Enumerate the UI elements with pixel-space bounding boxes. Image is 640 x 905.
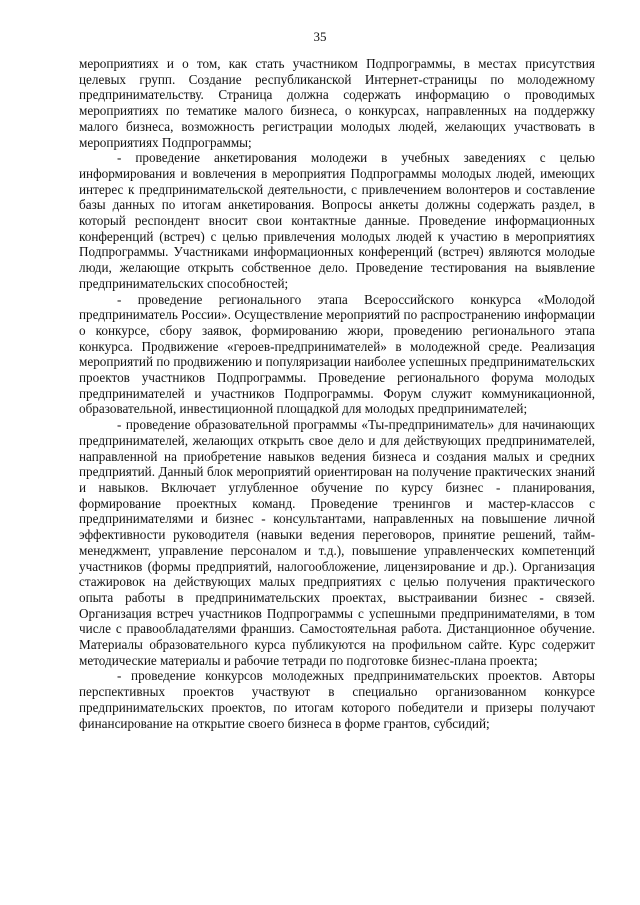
paragraph-project-contests: - проведение конкурсов молодежных предпринимательских проектов. Авторы перспективных проектов участвуют в специально организованном конкурсе предпринимательских проектов, по итогам которого победители и призеры получают финансирование на открытие своего бизнеса в форме грантов, субсидий; [79,668,595,731]
paragraph-contest: - проведение регионального этапа Всероссийского конкурса «Молодой предприниматель России». Осуществление мероприятий по распространению информации о конкурсе, сбору заявок, формированию жюри, проведению регионального этапа конкурса. Продвижение «героев-предпринимателей» в молодежной среде. Реализация мероприятий по продвижению и популяризации наиболее успешных предпринимательских проектов участников Подпрограммы. Проведение регионального форума молодых предпринимателей и участников Подпрограммы. Форум служит коммуникационной, образовательной, инвестиционной площадкой для молодых предпринимателей; [79,291,595,417]
paragraph-survey: - проведение анкетирования молодежи в учебных заведениях с целью информирования и вовлечения в мероприятия Подпрограммы молодых людей, имеющих интерес к предпринимательской деятельности, с привлечением волонтеров и составление базы данных по итогам анкетирования. Вопросы анкеты должны содержать раздел, в который респондент вносит свои контактные данные. Проведение информационных конференций (встреч) с целью привлечения молодых людей к участию в мероприятиях Подпрограммы. Участниками информационных конференций (встреч) являются молодые люди, желающие открыть собственное дело. Проведение тестирования на выявление предпринимательских способностей; [79,150,595,291]
paragraph-education-program: - проведение образовательной программы «Ты-предприниматель» для начинающих предпринимателей, желающих открыть свое дело и для действующих предпринимателей, направленной на приобретение навыков ведения бизнеса и создания малых и средних предприятий. Данный блок мероприятий ориентирован на получение практических знаний и навыков. Включает углубленное обучение по курсу бизнес - планирования, формирование проектных команд. Проведение тренингов и мастер-классов с предпринимателями и бизнес - консультантами, направленных на повышение личной эффективности руководителя (навыки ведения переговоров, принятие решений, тайм-менеджмент, управление персоналом и т.д.), повышение управленческих компетенций участников (формы предприятий, налогообложение, лицензирование и др.). Организация стажировок на действующих малых предприятиях с целью получения практического опыта работы в предпринимательских проектах, выстраивании бизнес - связей. Организация встреч участников Подпрограммы с успешными предпринимателями, в том числе с правообладателями франшиз. Самостоятельная работа. Дистанционное обучение. Материалы образовательного курса публикуются на профильном сайте. Курс содержит методические материалы и рабочие тетради по подготовке бизнес-плана проекта; [79,417,595,668]
page-number: 35 [313,29,327,44]
paragraph-continuation: мероприятиях и о том, как стать участником Подпрограммы, в местах присутствия целевых групп. Создание республиканской Интернет-страницы по молодежному предпринимательству. Страница должна содержать информацию о проводимых мероприятиях по тематике малого бизнеса, о конкурсах, направленных на поддержку малого бизнеса, возможность регистрации молодых людей, желающих участвовать в мероприятиях Подпрограммы; [79,56,595,150]
document-body [79,56,595,731]
